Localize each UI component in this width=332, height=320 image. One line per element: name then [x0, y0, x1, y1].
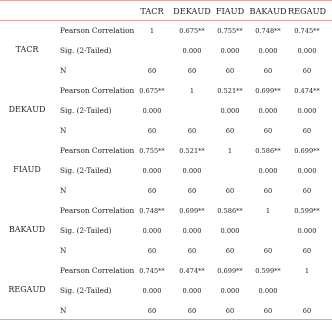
- table-cell: 0.699**: [179, 207, 205, 215]
- stat-label-n: N: [60, 246, 67, 255]
- table-cell: 60: [147, 127, 157, 135]
- table-cell: 60: [225, 307, 235, 315]
- stat-label-sig: Sig. (2-Tailed): [60, 226, 112, 235]
- table-cell: 60: [302, 67, 312, 75]
- table-cell: 1: [265, 207, 271, 215]
- table-cell: 0.521**: [179, 147, 205, 155]
- table-cell: 0.000: [220, 107, 240, 115]
- table-cell: 60: [225, 67, 235, 75]
- table-cell: 0.000: [182, 167, 202, 175]
- column-header: FIAUD: [215, 6, 245, 16]
- column-header: REGAUD: [287, 6, 327, 16]
- table-cell: 0.699**: [217, 267, 243, 275]
- table-cell: 0.675**: [139, 87, 165, 95]
- table-cell: 0.000: [182, 227, 202, 235]
- row-variable-label: TACR: [15, 45, 39, 54]
- table-cell: 60: [225, 127, 235, 135]
- column-header: DEKAUD: [173, 6, 211, 16]
- table-cell: 60: [187, 187, 197, 195]
- table-cell: 0.586**: [255, 147, 281, 155]
- table-cell: 60: [187, 127, 197, 135]
- table-top-rule: [0, 0, 332, 1]
- header-bottom-rule: [0, 20, 332, 21]
- row-variable-label: REGAUD: [8, 285, 46, 294]
- table-cell: 60: [187, 67, 197, 75]
- table-cell: 1: [304, 267, 310, 275]
- table-cell: 0.000: [258, 167, 278, 175]
- table-cell: 0.474**: [179, 267, 205, 275]
- table-cell: 0.000: [220, 287, 240, 295]
- row-variable-label: DEKAUD: [8, 105, 46, 114]
- table-cell: 0.599**: [294, 207, 320, 215]
- table-cell: 0.000: [220, 47, 240, 55]
- table-cell: 60: [302, 307, 312, 315]
- column-header: TACR: [140, 6, 164, 16]
- stat-label-pearson: Pearson Correlation: [60, 86, 135, 95]
- table-cell: 60: [263, 247, 273, 255]
- table-cell: 60: [302, 127, 312, 135]
- table-cell: 0.755**: [217, 27, 243, 35]
- table-cell: 0.000: [142, 227, 162, 235]
- table-cell: 0.000: [297, 167, 317, 175]
- table-cell: 0.000: [258, 47, 278, 55]
- table-cell: 0.745**: [139, 267, 165, 275]
- table-cell: 0.000: [297, 227, 317, 235]
- table-cell: 0.000: [297, 107, 317, 115]
- table-cell: 60: [263, 127, 273, 135]
- table-cell: 60: [263, 307, 273, 315]
- table-cell: 0.000: [182, 287, 202, 295]
- table-cell: 60: [302, 187, 312, 195]
- table-cell: 0.000: [182, 47, 202, 55]
- table-cell: 60: [225, 187, 235, 195]
- table-cell: 0.000: [142, 287, 162, 295]
- table-cell: 1: [149, 27, 155, 35]
- stat-label-pearson: Pearson Correlation: [60, 26, 135, 35]
- table-cell: 0.000: [258, 287, 278, 295]
- stat-label-pearson: Pearson Correlation: [60, 146, 135, 155]
- table-cell: 60: [302, 247, 312, 255]
- stat-label-n: N: [60, 126, 67, 135]
- table-cell: 60: [147, 67, 157, 75]
- row-variable-label: BAKAUD: [8, 225, 46, 234]
- table-cell: 1: [189, 87, 195, 95]
- table-cell: 0.699**: [255, 87, 281, 95]
- row-variable-label: FIAUD: [13, 165, 41, 174]
- table-cell: 0.745**: [294, 27, 320, 35]
- table-cell: 60: [263, 187, 273, 195]
- stat-label-sig: Sig. (2-Tailed): [60, 106, 112, 115]
- table-cell: 60: [187, 307, 197, 315]
- table-cell: 60: [147, 247, 157, 255]
- table-cell: 60: [147, 187, 157, 195]
- table-cell: 0.755**: [139, 147, 165, 155]
- table-cell: 0.000: [142, 167, 162, 175]
- table-cell: 0.699**: [294, 147, 320, 155]
- table-cell: 60: [187, 247, 197, 255]
- stat-label-pearson: Pearson Correlation: [60, 266, 135, 275]
- table-cell: 60: [147, 307, 157, 315]
- table-cell: 60: [263, 67, 273, 75]
- column-header: BAKAUD: [249, 6, 287, 16]
- stat-label-sig: Sig. (2-Tailed): [60, 46, 112, 55]
- stat-label-n: N: [60, 186, 67, 195]
- table-cell: 60: [225, 247, 235, 255]
- table-cell: 0.748**: [139, 207, 165, 215]
- table-cell: 0.000: [220, 227, 240, 235]
- table-cell: 0.599**: [255, 267, 281, 275]
- table-cell: 0.586**: [217, 207, 243, 215]
- table-cell: 0.748**: [255, 27, 281, 35]
- stat-label-n: N: [60, 306, 67, 315]
- stat-label-sig: Sig. (2-Tailed): [60, 286, 112, 295]
- table-cell: 0.000: [297, 47, 317, 55]
- table-cell: 0.000: [142, 107, 162, 115]
- table-cell: 1: [227, 147, 233, 155]
- stat-label-n: N: [60, 66, 67, 75]
- table-cell: 0.474**: [294, 87, 320, 95]
- stat-label-sig: Sig. (2-Tailed): [60, 166, 112, 175]
- stat-label-pearson: Pearson Correlation: [60, 206, 135, 215]
- table-cell: 0.000: [258, 107, 278, 115]
- table-cell: 0.521**: [217, 87, 243, 95]
- table-cell: 0.675**: [179, 27, 205, 35]
